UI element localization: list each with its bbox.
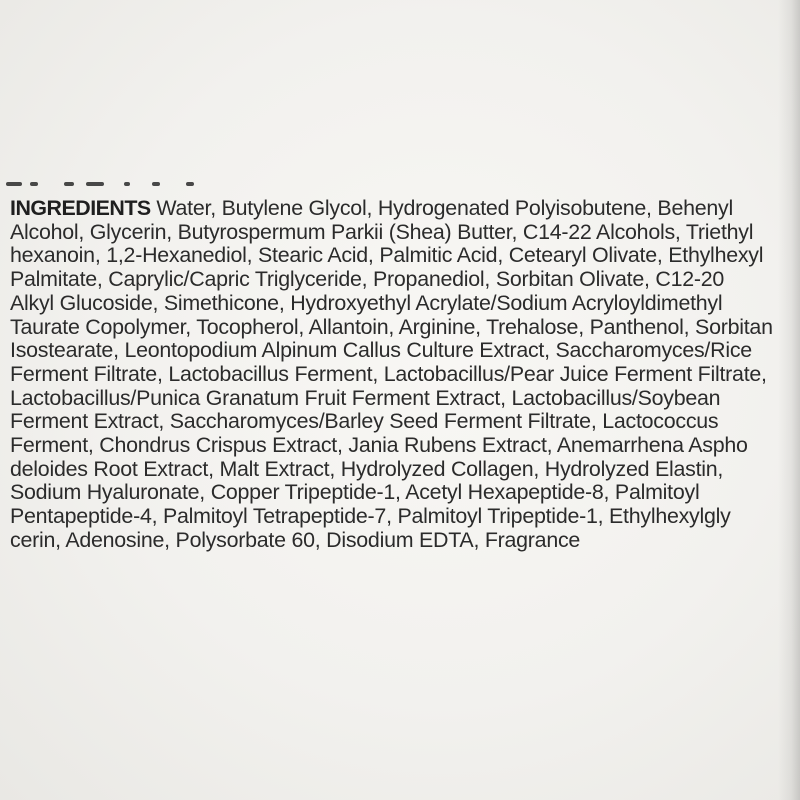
ingredients-line-3: Palmitate, Caprylic/Capric Triglyceride, Propanediol, Sorbitan Olivate, C12-20 (10, 268, 725, 292)
ingredients-line-8: Lactobacillus/Punica Granatum Fruit Ferment Extract, Lactobacillus/Soybean (10, 386, 721, 410)
ingredients-text: Water, Butylene Glycol, Hydrogenated Polyisobutene, Behenyl (150, 197, 733, 220)
ingredients-line-2: hexanoin, 1,2-Hexanediol, Stearic Acid, Palmitic Acid, Cetearyl Olivate, Ethylhexyl (10, 244, 764, 268)
ingredients-line-1: Alcohol, Glycerin, Butyrospermum Parkii (Shea) Butter, C14-22 Alcohols, Triethyl (10, 220, 754, 244)
ingredients-line-10: Ferment, Chondrus Crispus Extract, Jania Rubens Extract, Anemarrhena Aspho (10, 434, 748, 458)
ingredients-list (10, 197, 792, 553)
ingredients-line-11: deloides Root Extract, Malt Extract, Hydrolyzed Collagen, Hydrolyzed Elastin, (10, 457, 724, 481)
cropped-text-remnant (6, 178, 226, 192)
ingredients-line-7: Ferment Filtrate, Lactobacillus Ferment, Lactobacillus/Pear Juice Ferment Filtrate, (10, 362, 767, 386)
ingredients-line-0 (10, 197, 792, 221)
ingredients-line-14: cerin, Adenosine, Polysorbate 60, Disodium EDTA, Fragrance (10, 528, 581, 552)
ingredients-heading: INGREDIENTS (10, 197, 151, 220)
ingredients-line-6: Isostearate, Leontopodium Alpinum Callus Culture Extract, Saccharomyces/Rice (10, 339, 752, 363)
ingredients-line-12: Sodium Hyaluronate, Copper Tripeptide-1, Acetyl Hexapeptide-8, Palmitoyl (10, 481, 700, 505)
ingredients-line-4: Alkyl Glucoside, Simethicone, Hydroxyethyl Acrylate/Sodium Acryloyldimethyl (10, 291, 723, 315)
label-curvature-shadow (778, 0, 800, 800)
ingredients-line-5: Taurate Copolymer, Tocopherol, Allantoin, Arginine, Trehalose, Panthenol, Sorbitan (10, 315, 773, 339)
ingredients-line-9: Ferment Extract, Saccharomyces/Barley Seed Ferment Filtrate, Lactococcus (10, 410, 719, 434)
ingredients-line-13: Pentapeptide-4, Palmitoyl Tetrapeptide-7, Palmitoyl Tripeptide-1, Ethylhexylgly (10, 505, 731, 529)
